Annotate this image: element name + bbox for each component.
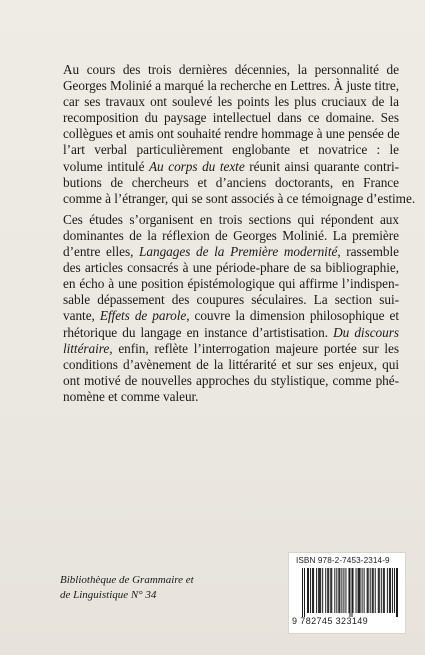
back-cover-blurb [63,62,416,410]
barcode-bar [394,568,395,613]
text-line: recomposition du paysage intellectuel dans ce domaine. Ses [63,110,399,126]
barcode-bar [313,568,314,613]
text-run: , couvre la dimension philosophique et [186,308,400,324]
barcode-bar [320,568,321,613]
text-line [63,159,399,175]
text-line: nomène et comme valeur. [63,388,199,404]
barcode-bar [327,568,328,613]
barcode-bar [319,568,320,613]
text-line [63,341,399,357]
blurb-paragraph-2 [63,212,399,405]
barcode-bar [308,568,309,613]
isbn-number: ISBN 978-2-7453-2314-9 [296,556,390,565]
text-line: des articles consacrés à une période-phare de sa bibliographie, [63,260,399,276]
text-line: butions de chercheurs et d’anciens doctorants, en France [63,174,399,190]
barcode-bar [368,568,369,613]
section-title: littéraire [63,340,110,356]
barcode-bar [359,568,360,613]
barcode-bar [312,568,313,613]
barcode-label [288,552,406,634]
barcode-bar [348,568,349,613]
text-line: dominantes de la réflexion de Georges Molinié. La première [63,227,399,243]
text-line: collègues et amis ont souhaité rendre hommage à une pensée de [63,126,400,142]
barcode-bar [318,568,319,613]
text-run: rhétorique du langage en instance d’artistisation. [63,324,334,340]
barcode-bar [389,568,390,613]
barcode-bar [360,568,361,613]
text-line: Georges Molinié a marqué la recherche en Lettres. À juste titre, [63,78,399,94]
barcode-bars [302,568,398,617]
text-run: , rassemble [337,244,399,260]
blurb-paragraph-1 [63,62,416,207]
barcode-bar [310,568,311,613]
barcode-bar [316,568,317,613]
text-run: réunit ainsi quarante contri- [244,158,399,174]
barcode-bar [341,568,342,613]
barcode-bar [339,568,340,613]
section-title: Effets de parole [99,308,187,324]
text-run: volume intitulé [63,158,149,174]
text-line: conditions d’avènement de la littérarité et sur ses enjeux, qui [63,356,399,372]
barcode-bar [331,568,332,613]
text-line [63,308,399,324]
barcode-bar [304,568,305,617]
barcode-bar [378,568,379,613]
section-title: Langages de la Première modernité [139,244,338,260]
text-line [63,244,399,260]
text-line: ont motivé de nouvelles approches du stylistique, comme phé- [63,372,399,388]
barcode-bar [338,568,339,613]
barcode-bar [367,568,368,613]
barcode-bar [345,568,346,613]
barcode-bar [362,568,363,613]
series-info [60,573,220,603]
barcode-bar [392,568,393,613]
barcode-bar [307,568,308,613]
barcode-bar [390,568,391,613]
text-line: comme à l’étranger, qui se sont associés à ce témoignage d’estime. [63,190,416,206]
barcode-bar [352,568,353,617]
barcode-bar [375,568,376,613]
text-line [63,325,399,341]
text-line: Ces études s’organisent en trois sections qui répondent aux [63,211,399,227]
text-line: car ses travaux ont soulevé les points les plus cruciaux de la [63,94,399,110]
barcode-bar [381,568,382,613]
barcode-bar [330,568,331,613]
barcode-bar [372,568,373,613]
ean-digits: 9 782745 323149 [292,616,369,626]
barcode-bar [322,568,323,613]
barcode-bar [379,568,380,613]
barcode-bar [349,568,350,617]
barcode-bar [370,568,371,613]
text-line: sable dépassement des coupures séculaires. La section sui- [63,292,399,308]
barcode-bar [325,568,326,613]
barcode-bar [384,568,385,613]
barcode-bar [328,568,329,613]
text-line: Au cours des trois dernières décennies, la personnalité de [63,62,399,77]
barcode-bar [343,568,344,613]
barcode-bar [334,568,335,613]
barcode-bar [364,568,365,613]
text-line: en écho à une position épistémologique qui affirme l’indispen- [63,276,399,292]
barcode-bar [336,568,337,613]
barcode-bar [302,568,303,617]
section-title: Du discours [333,324,399,340]
series-line-1: Bibliothèque de Grammaire et [60,574,194,586]
barcode-bar [387,568,388,613]
series-line-2: de Linguistique N° 34 [60,589,157,601]
text-run: d’entre elles, [63,244,140,260]
book-title: Au corps du texte [148,158,245,174]
barcode-bar [358,568,359,613]
text-line: l’art verbal particulièrement englobante et novatrice : le [63,142,399,158]
barcode-bar [396,568,397,617]
text-run: , enfin, reflète l’interrogation majeure portée sur les [109,340,399,356]
text-run: vante, [63,308,100,324]
barcode-bar [353,568,354,613]
barcode-bar [356,568,357,613]
barcode-bar [383,568,384,613]
barcode-bar [373,568,374,613]
barcode-bar [397,568,398,617]
